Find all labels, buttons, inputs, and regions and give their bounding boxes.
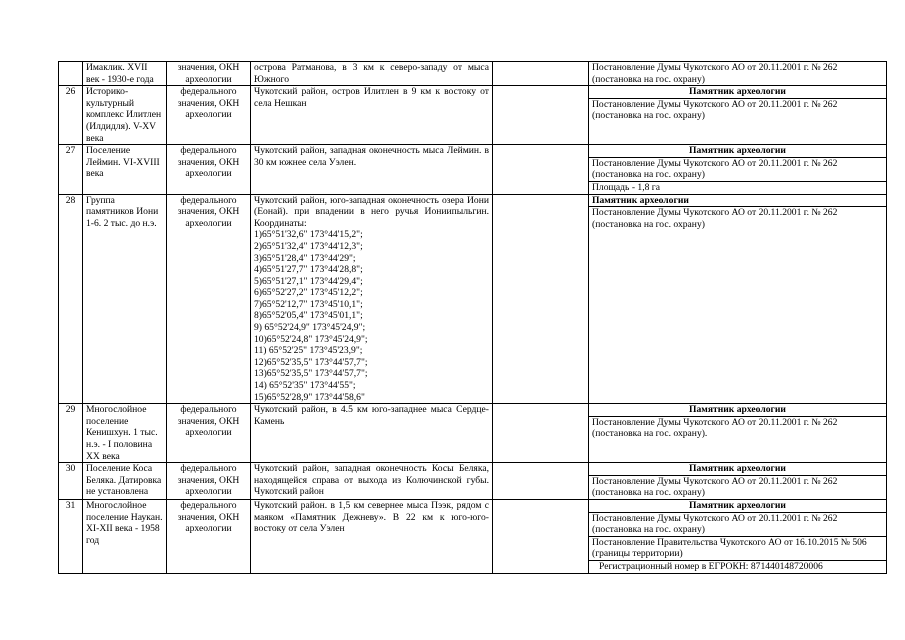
- document-entry: Постановление Думы Чукотского АО от 20.11.2001 г. № 262 (постановка на гос. охрану): [589, 158, 886, 182]
- row-number: 28: [59, 194, 83, 404]
- legal-documents: [589, 86, 887, 145]
- empty-column: [493, 404, 589, 463]
- table-row: [59, 404, 887, 463]
- empty-column: [493, 145, 589, 194]
- monument-category: федерального значения, ОКН археологии: [167, 145, 251, 194]
- monument-category: значения, ОКН археологии: [167, 62, 251, 86]
- document-category-heading: Памятник археологии: [589, 145, 886, 158]
- row-number: 26: [59, 86, 83, 145]
- monument-name: Многослойное поселение Наукан. XI-XII века - 1958 год: [83, 499, 167, 573]
- document-entry: Постановление Думы Чукотского АО от 20.11.2001 г. № 262 (постановка на гос. охрану): [592, 207, 838, 230]
- table-row: [59, 62, 887, 86]
- legal-documents: [589, 62, 887, 86]
- location-text: Чукотский район, в 4.5 км юго-западнее мыса Сердце- Камень: [254, 404, 489, 427]
- table-row: [59, 145, 887, 194]
- monument-location: [251, 62, 493, 86]
- monument-location: [251, 404, 493, 463]
- coordinate-line: 15)65°52'28,9" 173°44'58,6": [254, 391, 365, 403]
- monument-category: федерального значения, ОКН археологии: [167, 86, 251, 145]
- monument-name: Многослойное поселение Кенишхун. 1 тыс. н.э. - I половина XX века: [83, 404, 167, 463]
- coordinate-line: 9) 65°52'24,9" 173°45'24,9";: [254, 322, 366, 334]
- document-entry: Постановление Думы Чукотского АО от 20.11.2001 г. № 262 (постановка на гос. охрану): [592, 98, 838, 122]
- coordinate-line: 4)65°51'27,7" 173°44'28,8";: [254, 264, 363, 276]
- coordinate-line: 14) 65°52'35" 173°44'55";: [254, 380, 356, 392]
- coordinate-line: 8)65°52'05,4" 173°45'01,1";: [254, 310, 363, 322]
- monument-location: [251, 86, 493, 145]
- document-category-heading: Памятник археологии: [589, 463, 886, 476]
- document-entry: Постановление Думы Чукотского АО от 20.11.2001 г. № 262 (постановка на гос. охрану): [592, 475, 838, 499]
- row-number: 29: [59, 404, 83, 463]
- empty-column: [493, 194, 589, 404]
- coordinate-line: 2)65°51'32,4" 173°44'12,3";: [254, 240, 363, 252]
- document-entry: Постановление Думы Чукотского АО от 20.11.2001 г. № 262 (постановка на гос. охрану).: [592, 416, 838, 440]
- monument-name: Поселение Коса Беляка. Датировка не установлена: [83, 463, 167, 500]
- location-text: острова Ратманова, в 3 км к северо-западу от мыса Южного: [254, 62, 489, 85]
- coordinate-line: 12)65°52'35,5" 173°44'57,7";: [254, 356, 368, 368]
- table-body: [59, 62, 887, 574]
- document-entry: Постановление Думы Чукотского АО от 20.11.2001 г. № 262 (постановка на гос. охрану): [589, 513, 886, 537]
- empty-column: [493, 86, 589, 145]
- table-row: [59, 499, 887, 573]
- registration-number: Регистрационный номер в ЕГРОКН: 871440148720006: [599, 560, 823, 572]
- coordinate-line: 11) 65°52'25" 173°45'23,9";: [254, 345, 363, 357]
- legal-documents: [589, 194, 887, 404]
- document-category-heading: Памятник археологии: [589, 404, 886, 417]
- empty-column: [493, 463, 589, 500]
- monument-name: Группа памятников Иони 1-6. 2 тыс. до н.э.: [83, 194, 167, 404]
- coordinate-line: 1)65°51'32,6" 173°44'15,2";: [254, 229, 363, 241]
- empty-column: [493, 499, 589, 573]
- location-text: Чукотский район, юго-западная оконечность озера Иони (Еонай). при впадении в него ручья Иониипыльгин. Координаты:: [254, 194, 489, 229]
- legal-documents: [589, 404, 887, 463]
- monument-category: федерального значения, ОКН археологии: [167, 463, 251, 500]
- location-text: Чукотский район, западная оконечность мыса Леймин. в 30 км южнее села Уэлен.: [254, 145, 489, 168]
- row-number: [59, 62, 83, 86]
- coordinate-line: 7)65°52'12,7" 173°45'10,1";: [254, 298, 363, 310]
- table-row: [59, 194, 887, 404]
- document-category-heading: Памятник археологии: [589, 86, 886, 99]
- legal-documents: [589, 499, 887, 573]
- coordinate-line: 13)65°52'35,5" 173°44'57,7";: [254, 368, 368, 380]
- document-category-heading: Памятник археологии: [589, 195, 886, 208]
- location-text: Чукотский район, западная оконечность Косы Беляка, находящейся справа от выхода из Колючинской губы. Чукотский район: [254, 463, 489, 498]
- row-number: 30: [59, 463, 83, 500]
- monument-location: [251, 145, 493, 194]
- legal-documents: [589, 463, 887, 500]
- document-entry: Площадь - 1,8 га: [592, 181, 660, 193]
- monument-location: [251, 499, 493, 573]
- coordinate-line: 6)65°52'27,2" 173°45'12,2";: [254, 287, 363, 299]
- monument-category: федерального значения, ОКН археологии: [167, 404, 251, 463]
- monument-category: федерального значения, ОКН археологии: [167, 499, 251, 573]
- monument-location: [251, 194, 493, 404]
- table-row: [59, 463, 887, 500]
- monument-name: Поселение Леймин. VI-XVIII века: [83, 145, 167, 194]
- coordinate-line: 3)65°51'28,4" 173°44'29";: [254, 252, 356, 264]
- coordinate-line: 10)65°52'24,8" 173°45'24,9";: [254, 333, 368, 345]
- document-entry: Постановление Думы Чукотского АО от 20.11.2001 г. № 262 (постановка на гос. охрану): [592, 62, 838, 85]
- heritage-registry-table-page: [58, 61, 886, 574]
- monument-name: Историко-культурный комплекс Илитлен (Илдидля). V-XV века: [83, 86, 167, 145]
- legal-documents: [589, 145, 887, 194]
- heritage-registry-table: [58, 61, 887, 574]
- document-category-heading: Памятник археологии: [589, 500, 886, 513]
- monument-location: [251, 463, 493, 500]
- row-number: 27: [59, 145, 83, 194]
- monument-category: федерального значения, ОКН археологии: [167, 194, 251, 404]
- row-number: 31: [59, 499, 83, 573]
- document-entry: Постановление Правительства Чукотского АО от 16.10.2015 № 506 (границы территории): [589, 537, 886, 561]
- location-text: Чукотский район, остров Илитлен в 9 км к востоку от села Нешкан: [254, 86, 489, 109]
- empty-column: [493, 62, 589, 86]
- coordinate-line: 5)65°51'27,1" 173°44'29,4";: [254, 275, 363, 287]
- table-row: [59, 86, 887, 145]
- monument-name: Имаклик. XVII век - 1930-е года: [83, 62, 167, 86]
- location-text: Чукотский район. в 1,5 км севернее мыса Пээк, рядом с маяком «Памятник Дежневу». В 22 км к юго-юго-востоку от села Уэлен: [254, 499, 489, 535]
